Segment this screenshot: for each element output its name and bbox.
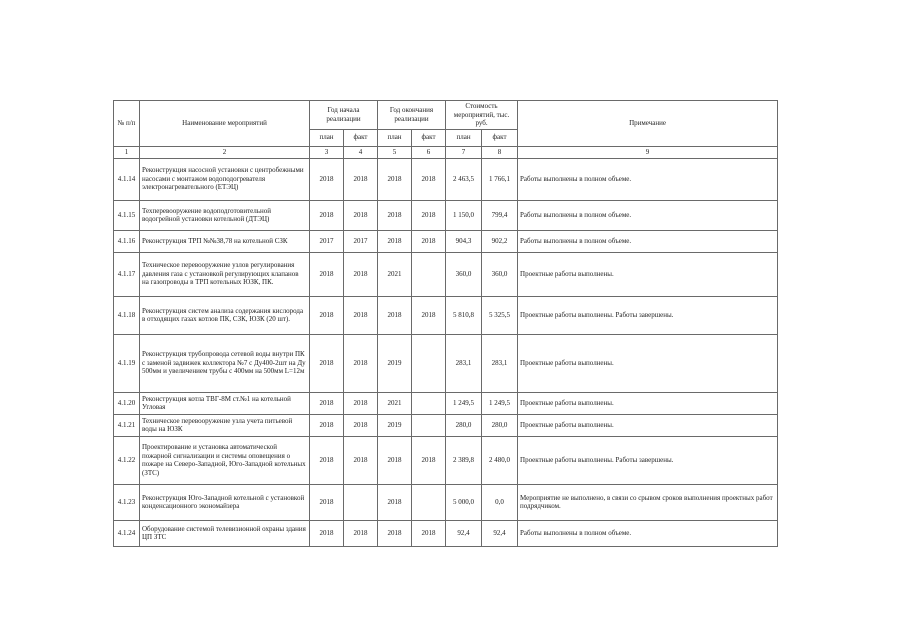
table-row — [114, 230, 778, 252]
start-fact: 2018 — [344, 158, 378, 200]
table-row — [114, 296, 778, 334]
cost-plan: 283,1 — [446, 334, 482, 392]
end-fact: 2018 — [412, 200, 446, 230]
cost-fact: 280,0 — [482, 414, 518, 436]
start-plan: 2018 — [310, 334, 344, 392]
end-fact: 2018 — [412, 436, 446, 484]
row-name: Техническое перевооружение узлов регулирования давления газа с установкой регулирующих клапанов на газопроводы в ТРП котельных ЮЗК, ПК. — [140, 252, 310, 296]
end-plan: 2018 — [378, 484, 412, 520]
table-row — [114, 436, 778, 484]
row-num: 4.1.16 — [114, 230, 140, 252]
row-num: 4.1.15 — [114, 200, 140, 230]
row-num: 4.1.24 — [114, 520, 140, 546]
cost-plan: 280,0 — [446, 414, 482, 436]
end-plan: 2019 — [378, 334, 412, 392]
cost-plan: 360,0 — [446, 252, 482, 296]
header-name: Наименование мероприятий — [140, 101, 310, 147]
cost-plan: 5 000,0 — [446, 484, 482, 520]
start-fact: 2018 — [344, 414, 378, 436]
cost-plan: 92,4 — [446, 520, 482, 546]
index-cell: 2 — [140, 146, 310, 158]
cost-fact: 799,4 — [482, 200, 518, 230]
end-plan: 2018 — [378, 200, 412, 230]
start-plan: 2018 — [310, 414, 344, 436]
table-row — [114, 158, 778, 200]
start-fact: 2018 — [344, 334, 378, 392]
cost-fact: 92,4 — [482, 520, 518, 546]
index-cell: 3 — [310, 146, 344, 158]
row-num: 4.1.21 — [114, 414, 140, 436]
row-num: 4.1.20 — [114, 392, 140, 414]
table-row — [114, 252, 778, 296]
row-note: Проектные работы выполнены. — [518, 334, 778, 392]
row-note: Проектные работы выполнены. — [518, 252, 778, 296]
start-plan: 2018 — [310, 252, 344, 296]
start-fact: 2018 — [344, 200, 378, 230]
row-name: Техническое перевооружение узла учета питьевой воды на ЮЗК — [140, 414, 310, 436]
cost-fact: 1 249,5 — [482, 392, 518, 414]
row-note: Работы выполнены в полном объеме. — [518, 200, 778, 230]
end-fact: 2018 — [412, 520, 446, 546]
row-num: 4.1.18 — [114, 296, 140, 334]
start-fact: 2018 — [344, 520, 378, 546]
end-fact — [412, 392, 446, 414]
table-row — [114, 392, 778, 414]
table-row — [114, 200, 778, 230]
index-cell: 5 — [378, 146, 412, 158]
row-note: Работы выполнены в полном объеме. — [518, 520, 778, 546]
cost-fact: 0,0 — [482, 484, 518, 520]
end-plan: 2018 — [378, 158, 412, 200]
row-name: Оборудование системой телевизионной охраны здания ЦП ЗТС — [140, 520, 310, 546]
cost-fact: 5 325,5 — [482, 296, 518, 334]
start-fact: 2018 — [344, 392, 378, 414]
header-cost-plan: план — [446, 129, 482, 146]
row-note: Работы выполнены в полном объеме. — [518, 158, 778, 200]
end-plan: 2019 — [378, 414, 412, 436]
start-plan: 2018 — [310, 436, 344, 484]
start-plan: 2018 — [310, 158, 344, 200]
start-plan: 2017 — [310, 230, 344, 252]
header-cost-fact: факт — [482, 129, 518, 146]
cost-fact: 360,0 — [482, 252, 518, 296]
index-cell: 9 — [518, 146, 778, 158]
start-plan: 2018 — [310, 392, 344, 414]
row-name: Реконструкция систем анализа содержания кислорода в отходящих газах котлов ПК, СЗК, ЮЗК (20 шт). — [140, 296, 310, 334]
index-cell: 8 — [482, 146, 518, 158]
row-name: Проектирование и установка автоматической пожарной сигнализации и системы оповещения о пожаре на Северо-Западной, Юго-Западной котельных (ЗТС) — [140, 436, 310, 484]
index-cell: 4 — [344, 146, 378, 158]
row-name: Техперевооружение водоподготовительной водогрейной установки котельной (ДТЭЦ) — [140, 200, 310, 230]
row-name: Реконструкция трубопровода сетевой воды внутри ПК с заменой задвижек коллектора №7 с Ду400-2шт на Ду 500мм и увеличением трубы с 400мм на 500мм L=12м — [140, 334, 310, 392]
row-num: 4.1.17 — [114, 252, 140, 296]
header-end-year: Год окончания реализации — [378, 101, 446, 130]
row-num: 4.1.14 — [114, 158, 140, 200]
row-num: 4.1.22 — [114, 436, 140, 484]
row-name: Реконструкция котла ТВГ-8М ст.№1 на котельной Угловая — [140, 392, 310, 414]
measures-table — [113, 100, 778, 547]
table-row — [114, 414, 778, 436]
index-cell: 1 — [114, 146, 140, 158]
row-note: Проектные работы выполнены. Работы завершены. — [518, 296, 778, 334]
row-name: Реконструкция насосной установки с центробежными насосами с монтажом водоподогревателя электронагревательного (ЕТЭЦ) — [140, 158, 310, 200]
end-fact — [412, 414, 446, 436]
row-note: Проектные работы выполнены. Работы завершены. — [518, 436, 778, 484]
start-fact: 2018 — [344, 436, 378, 484]
row-note: Проектные работы выполнены. — [518, 414, 778, 436]
header-note: Примечание — [518, 101, 778, 147]
start-fact — [344, 484, 378, 520]
cost-plan: 1 249,5 — [446, 392, 482, 414]
cost-fact: 1 766,1 — [482, 158, 518, 200]
cost-fact: 902,2 — [482, 230, 518, 252]
cost-plan: 5 810,8 — [446, 296, 482, 334]
row-num: 4.1.23 — [114, 484, 140, 520]
table-row — [114, 334, 778, 392]
end-plan: 2021 — [378, 392, 412, 414]
end-plan: 2021 — [378, 252, 412, 296]
end-fact: 2018 — [412, 158, 446, 200]
cost-plan: 1 150,0 — [446, 200, 482, 230]
row-name: Реконструкция Юго-Западной котельной с установкой конденсационного экономайзера — [140, 484, 310, 520]
end-plan: 2018 — [378, 436, 412, 484]
row-num: 4.1.19 — [114, 334, 140, 392]
header-start-fact: факт — [344, 129, 378, 146]
table-row — [114, 484, 778, 520]
end-fact: 2018 — [412, 296, 446, 334]
end-plan: 2018 — [378, 520, 412, 546]
end-plan: 2018 — [378, 296, 412, 334]
header-num: № п/п — [114, 101, 140, 147]
end-fact: 2018 — [412, 230, 446, 252]
row-note: Проектные работы выполнены. — [518, 392, 778, 414]
header-end-fact: факт — [412, 129, 446, 146]
end-fact — [412, 484, 446, 520]
row-note: Мероприятие не выполнено, в связи со срывом сроков выполнения проектных работ подрядчиком. — [518, 484, 778, 520]
header-end-plan: план — [378, 129, 412, 146]
index-cell: 6 — [412, 146, 446, 158]
cost-plan: 2 389,8 — [446, 436, 482, 484]
header-row-1 — [114, 101, 778, 130]
row-name: Реконструкция ТРП №№38,78 на котельной СЗК — [140, 230, 310, 252]
end-fact — [412, 334, 446, 392]
cost-fact: 2 480,0 — [482, 436, 518, 484]
start-fact: 2018 — [344, 296, 378, 334]
cost-plan: 2 463,5 — [446, 158, 482, 200]
table-row — [114, 520, 778, 546]
start-fact: 2017 — [344, 230, 378, 252]
header-start-plan: план — [310, 129, 344, 146]
end-plan: 2018 — [378, 230, 412, 252]
cost-plan: 904,3 — [446, 230, 482, 252]
header-start-year: Год начала реализации — [310, 101, 378, 130]
cost-fact: 283,1 — [482, 334, 518, 392]
start-plan: 2018 — [310, 296, 344, 334]
start-fact: 2018 — [344, 252, 378, 296]
row-note: Работы выполнены в полном объеме. — [518, 230, 778, 252]
end-fact — [412, 252, 446, 296]
start-plan: 2018 — [310, 484, 344, 520]
column-index-row — [114, 146, 778, 158]
start-plan: 2018 — [310, 520, 344, 546]
start-plan: 2018 — [310, 200, 344, 230]
header-cost: Стоимость мероприятий, тыс. руб. — [446, 101, 518, 130]
index-cell: 7 — [446, 146, 482, 158]
